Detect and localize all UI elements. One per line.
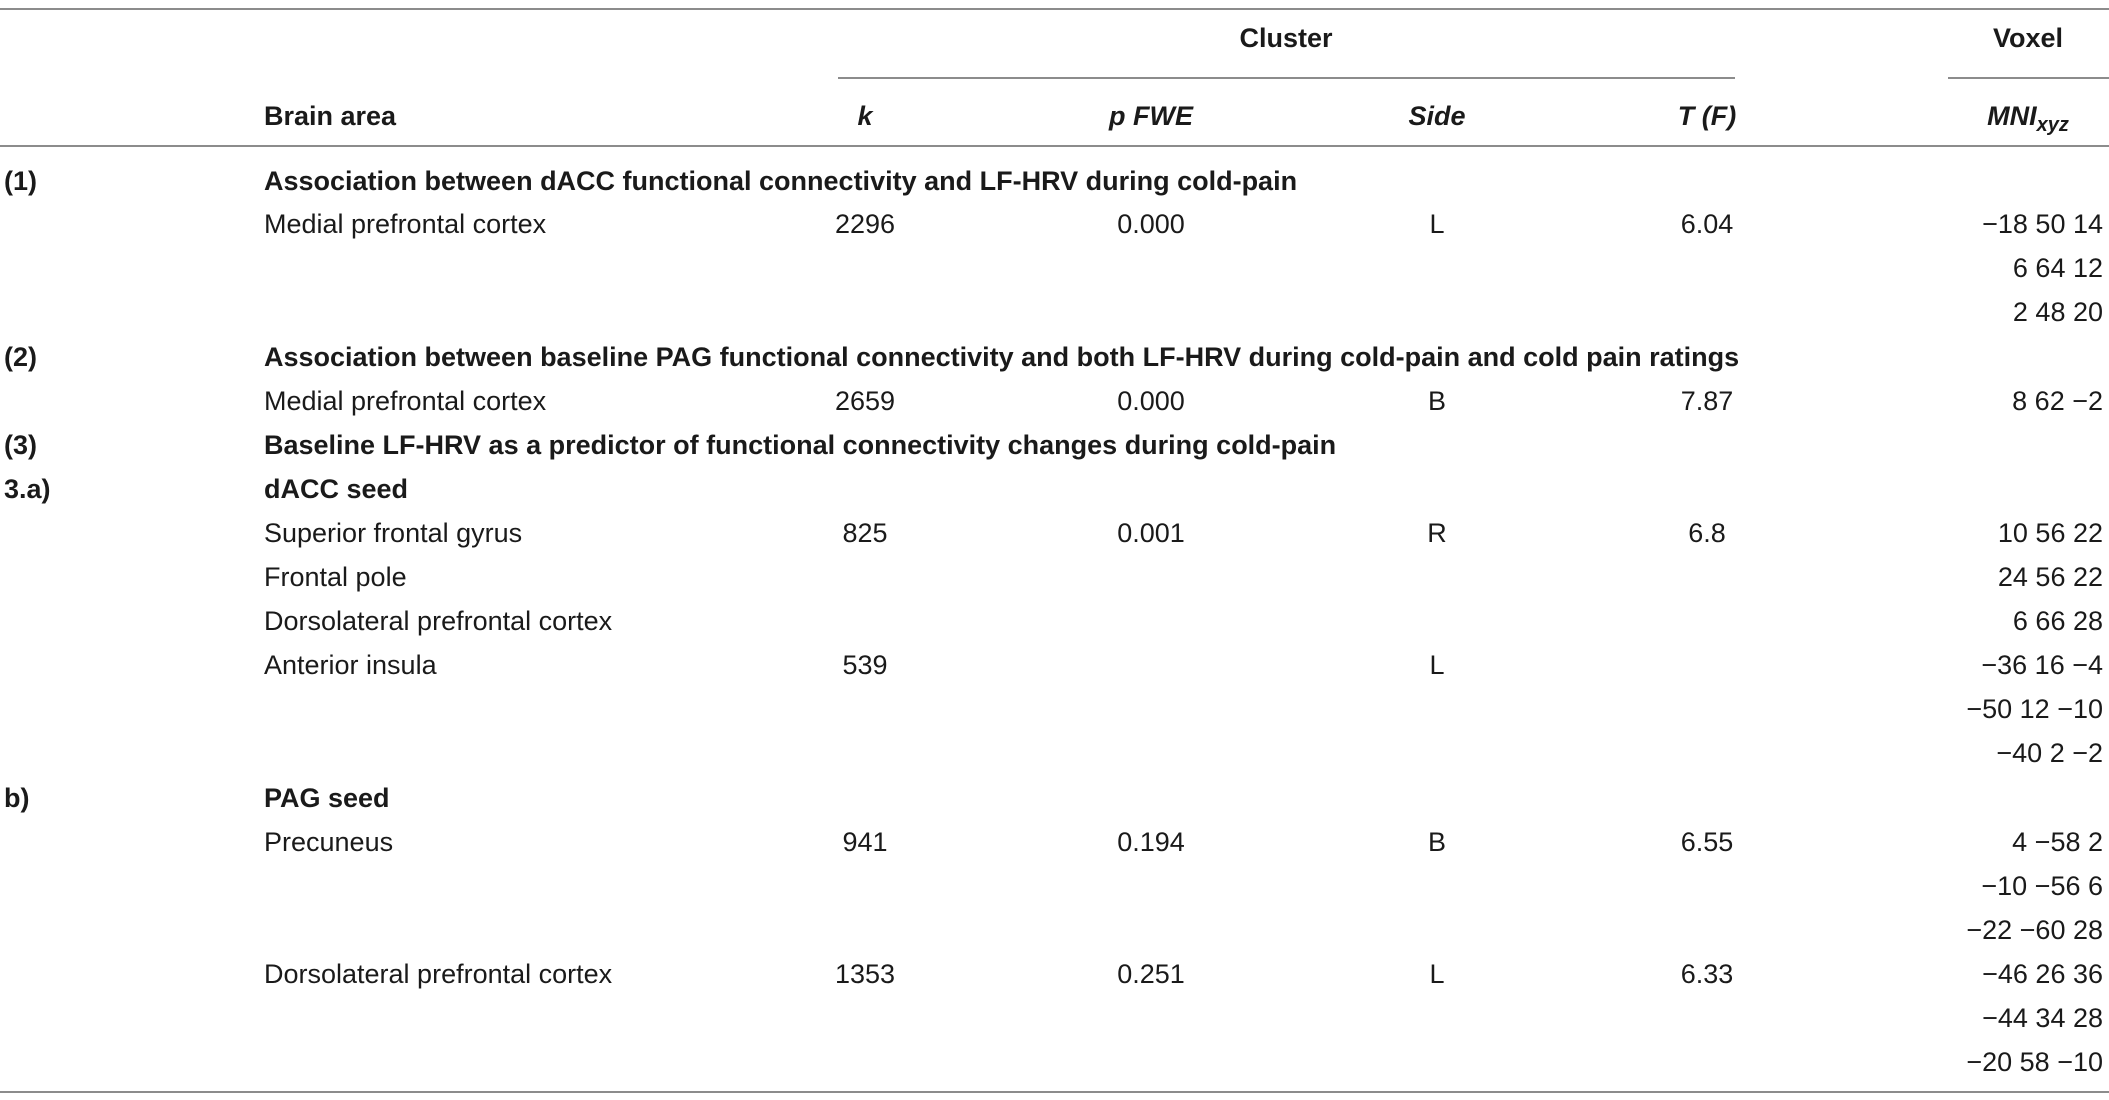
header-brain-area: Brain area — [264, 101, 397, 131]
row-p-fwe: 0.001 — [1117, 518, 1185, 548]
table-bottom-rule — [0, 1091, 2109, 1093]
row-mni: −18 50 14 — [1982, 209, 2103, 239]
row-mni: −20 58 −10 — [1966, 1047, 2103, 1077]
subsection-3a-title: dACC seed — [264, 474, 409, 504]
section-2-label: (2) — [4, 342, 37, 372]
row-mni: 8 62 −2 — [2012, 386, 2103, 416]
subsection-3b-label: b) — [4, 783, 30, 813]
header-voxel: Voxel — [1992, 23, 2064, 53]
subsection-3b-title: PAG seed — [264, 783, 390, 813]
row-mni: −36 16 −4 — [1981, 650, 2103, 680]
row-mni: 10 56 22 — [1997, 518, 2103, 548]
row-k: 2659 — [834, 386, 896, 416]
row-t-f: 6.8 — [1688, 518, 1726, 548]
cluster-span-rule — [838, 77, 1735, 79]
row-mni: −50 12 −10 — [1966, 694, 2103, 724]
row-mni: 6 64 12 — [2012, 253, 2103, 283]
row-k: 1353 — [834, 959, 896, 989]
row-k: 2296 — [834, 209, 896, 239]
voxel-span-rule — [1948, 77, 2109, 79]
table-top-rule — [0, 8, 2109, 10]
section-3-label: (3) — [4, 430, 37, 460]
row-side: R — [1427, 518, 1447, 548]
row-k: 825 — [842, 518, 888, 548]
section-1-title: Association between dACC functional connectivity and LF-HRV during cold-pain — [264, 166, 1298, 196]
row-area: Superior frontal gyrus — [264, 518, 523, 548]
row-k: 941 — [842, 827, 888, 857]
row-p-fwe: 0.000 — [1117, 386, 1185, 416]
row-k: 539 — [842, 650, 888, 680]
row-area: Precuneus — [264, 827, 394, 857]
row-area: Anterior insula — [264, 650, 437, 680]
row-side: L — [1429, 209, 1445, 239]
row-t-f: 6.04 — [1680, 209, 1734, 239]
row-mni: 6 66 28 — [2012, 606, 2103, 636]
row-mni: 2 48 20 — [2012, 297, 2103, 327]
header-side: Side — [1408, 101, 1466, 131]
row-area: Dorsolateral prefrontal cortex — [264, 959, 613, 989]
row-t-f: 6.55 — [1680, 827, 1734, 857]
row-p-fwe: 0.251 — [1117, 959, 1185, 989]
header-t-f: T (F) — [1677, 101, 1737, 131]
header-mni: $MNI_{xyz}$ — [1987, 101, 2069, 136]
row-mni: 24 56 22 — [1997, 562, 2103, 592]
row-area: Dorsolateral prefrontal cortex — [264, 606, 613, 636]
row-area: Frontal pole — [264, 562, 407, 592]
row-side: L — [1429, 959, 1445, 989]
row-mni: −40 2 −2 — [1996, 738, 2103, 768]
row-area: Medial prefrontal cortex — [264, 386, 547, 416]
header-mni-subscript: xyz — [2036, 114, 2069, 136]
subsection-3a-label: 3.a) — [4, 474, 51, 504]
row-mni: −46 26 36 — [1982, 959, 2103, 989]
section-1-label: (1) — [4, 166, 37, 196]
row-mni: −10 −56 6 — [1981, 871, 2103, 901]
row-p-fwe: 0.000 — [1117, 209, 1185, 239]
row-mni: 4 −58 2 — [2012, 827, 2103, 857]
row-mni: −44 34 28 — [1982, 1003, 2103, 1033]
row-area: Medial prefrontal cortex — [264, 209, 547, 239]
section-3-title: Baseline LF-HRV as a predictor of functional connectivity changes during cold-pain — [264, 430, 1337, 460]
row-mni: −22 −60 28 — [1966, 915, 2103, 945]
section-2-title: Association between baseline PAG functional connectivity and both LF-HRV during cold-pain and cold pain ratings — [264, 342, 1740, 372]
header-p-fwe: p FWE — [1109, 101, 1193, 131]
row-p-fwe: 0.194 — [1117, 827, 1185, 857]
row-side: B — [1427, 386, 1447, 416]
row-side: B — [1427, 827, 1447, 857]
header-k: k — [857, 101, 873, 131]
header-cluster: Cluster — [1239, 23, 1333, 53]
row-side: L — [1429, 650, 1445, 680]
row-t-f: 7.87 — [1680, 386, 1734, 416]
header-bottom-rule — [0, 145, 2109, 147]
row-t-f: 6.33 — [1680, 959, 1734, 989]
